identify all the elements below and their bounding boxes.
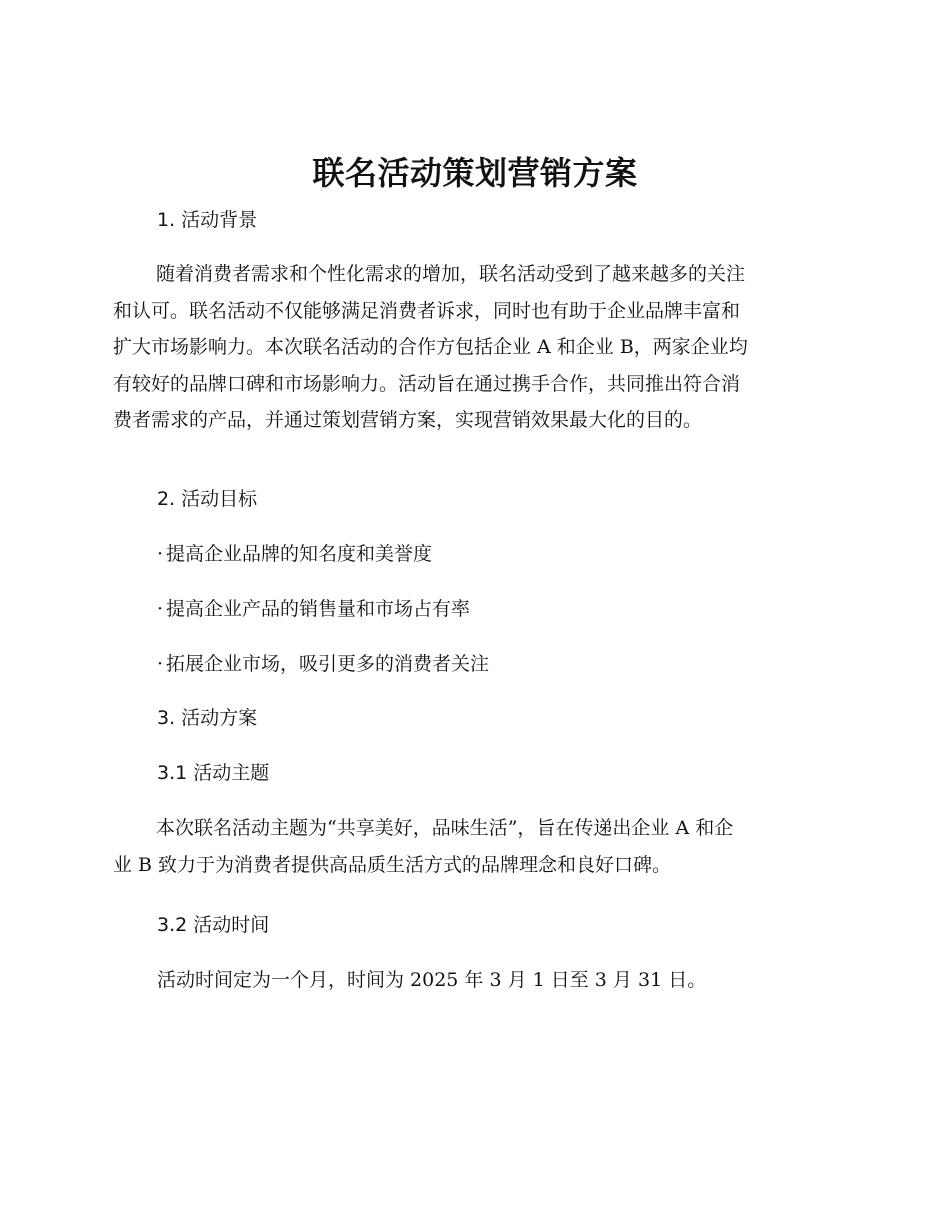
section-heading-background: 1. 活动背景 [157,209,258,231]
section-heading-goals: 2. 活动目标 [157,488,258,510]
paragraph-line: 扩大市场影响力。本次联名活动的合作方包括企业 A 和企业 B，两家企业均 [113,336,748,358]
goal-bullet-item: · 拓展企业市场，吸引更多的消费者关注 [157,646,489,682]
goal-bullet-item: · 提高企业产品的销售量和市场占有率 [157,591,470,627]
subsection-heading-time: 3.2 活动时间 [157,914,270,936]
paragraph-line: 和认可。联名活动不仅能够满足消费者诉求，同时也有助于企业品牌丰富和 [113,299,741,322]
section-heading-plan: 3. 活动方案 [157,707,258,729]
bullet-icon: · [157,543,164,565]
subsection-heading-theme: 3.1 活动主题 [157,762,270,784]
time-paragraph: 活动时间定为一个月，时间为 2025 年 3 月 1 日至 3 月 31 日。 [157,969,707,991]
bullet-icon: · [157,598,164,620]
bullet-icon: · [157,653,164,675]
paragraph-line: 有较好的品牌口碑和市场影响力。活动旨在通过携手合作，共同推出符合消 [113,372,741,395]
document-title: 联名活动策划营销方案 [312,154,638,192]
paragraph-line: 业 B 致力于为消费者提供高品质生活方式的品牌理念和良好口碑。 [113,853,672,876]
goal-bullet-item: · 提高企业品牌的知名度和美誉度 [157,536,432,572]
paragraph-line: 本次联名活动主题为“共享美好，品味生活”，旨在传递出企业 A 和企 [156,817,734,839]
paragraph-line: 随着消费者需求和个性化需求的增加，联名活动受到了越来越多的关注 [156,263,746,285]
background-paragraph [113,256,833,439]
paragraph-line: 费者需求的产品，并通过策划营销方案，实现营销效果最大化的目的。 [113,409,703,431]
theme-paragraph [113,810,833,883]
